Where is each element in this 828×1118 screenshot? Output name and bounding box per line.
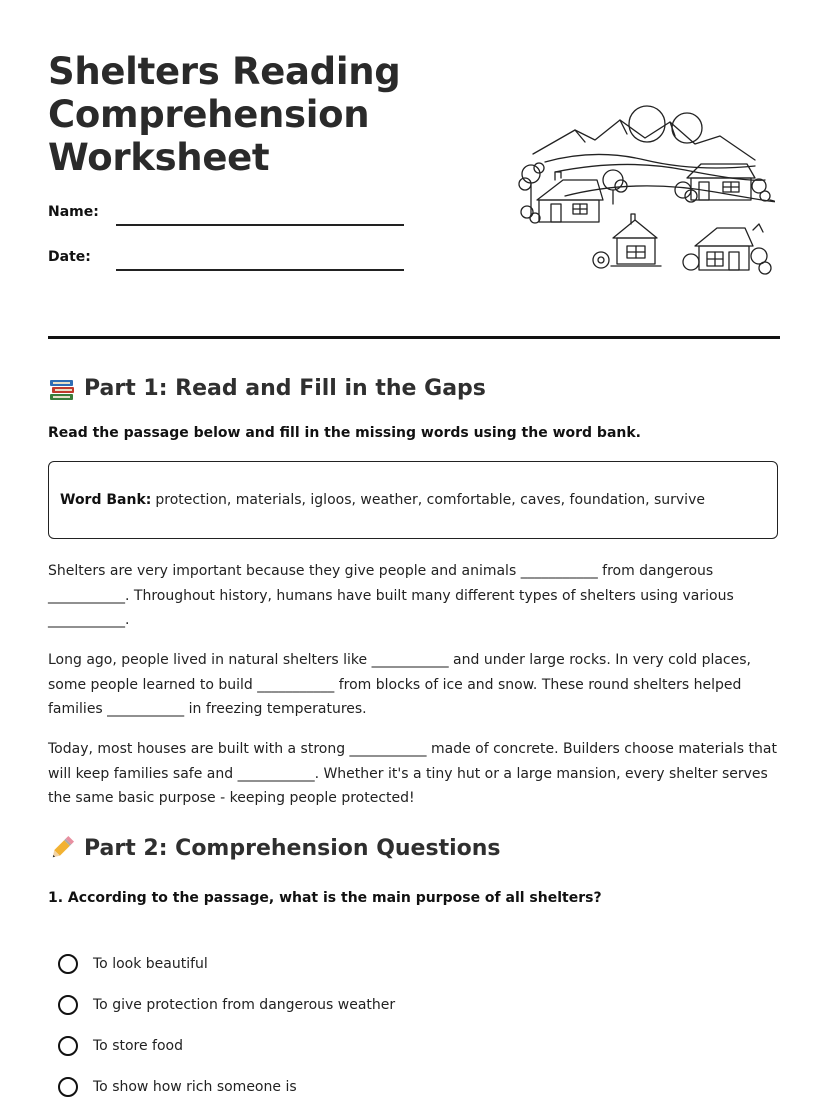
books-icon xyxy=(48,374,76,402)
passage-paragraph-1: Shelters are very important because they give people and animals ___________ from dangerous ___________. Throughout history, humans have built many different types of shelters using various ___________. xyxy=(48,563,734,628)
date-field-row xyxy=(48,249,408,279)
question-1-option-1[interactable] xyxy=(58,952,208,976)
name-field-row xyxy=(48,204,408,234)
title-line-2: Comprehension xyxy=(48,93,370,136)
village-landscape-illustration xyxy=(515,100,775,282)
radio-button[interactable] xyxy=(58,1036,78,1056)
part2-heading-text: Part 2: Comprehension Questions xyxy=(84,835,501,861)
pencil-icon xyxy=(48,834,76,862)
question-1-option-3[interactable] xyxy=(58,1034,183,1058)
word-bank-words: protection, materials, igloos, weather, comfortable, caves, foundation, survive xyxy=(155,492,705,508)
option-label: To look beautiful xyxy=(93,956,208,972)
radio-button[interactable] xyxy=(58,1077,78,1097)
option-label: To give protection from dangerous weather xyxy=(93,997,396,1013)
date-input-line[interactable] xyxy=(116,269,404,271)
word-bank-box xyxy=(48,461,778,539)
passage-paragraph-3: Today, most houses are built with a strong ___________ made of concrete. Builders choose materials that will keep families safe and ___________. Whether it's a tiny hut or a large mansion, every shelter serves the same basic purpose - keeping people protected! xyxy=(48,741,777,806)
question-1: 1. According to the passage, what is the main purpose of all shelters? xyxy=(48,890,602,906)
option-label: To store food xyxy=(93,1038,183,1054)
title-line-3: Worksheet xyxy=(48,136,270,179)
question-1-option-2[interactable] xyxy=(58,993,395,1017)
radio-button[interactable] xyxy=(58,954,78,974)
part1-heading-text: Part 1: Read and Fill in the Gaps xyxy=(84,375,486,401)
date-label: Date: xyxy=(48,249,91,265)
part1-instructions: Read the passage below and fill in the missing words using the word bank. xyxy=(48,425,641,441)
word-bank-label: Word Bank: xyxy=(60,492,152,508)
title-line-1: Shelters Reading xyxy=(48,50,401,93)
name-label: Name: xyxy=(48,204,99,220)
header-divider xyxy=(48,336,780,339)
worksheet-title xyxy=(48,50,408,179)
part1-heading xyxy=(48,374,486,402)
radio-button[interactable] xyxy=(58,995,78,1015)
option-label: To show how rich someone is xyxy=(93,1079,297,1095)
passage-paragraph-2: Long ago, people lived in natural shelters like ___________ and under large rocks. In very cold places, some people learned to build ___________ from blocks of ice and snow. These round shelters helped families ___________ in freezing temperatures. xyxy=(48,652,751,717)
question-1-option-4[interactable] xyxy=(58,1075,297,1099)
name-input-line[interactable] xyxy=(116,224,404,226)
part2-heading xyxy=(48,834,501,862)
